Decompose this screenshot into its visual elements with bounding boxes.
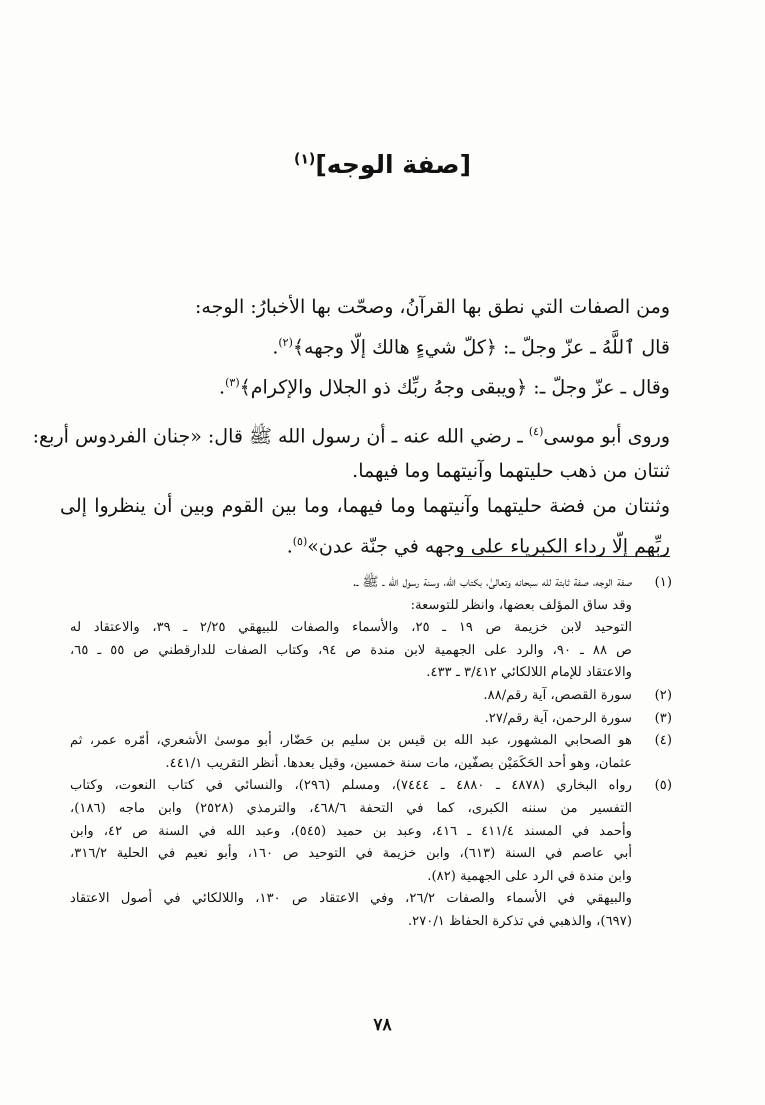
footnote-line: التوحيد لابن خزيمة ص ١٩ ـ ٢٥، والأسماء والصفات للبيهقي ٢/٢٥ ـ ٣٩، والاعتقاد له — [70, 620, 633, 636]
footnote-5 — [70, 775, 672, 933]
footnote-line: أبي عاصم في السنة (٦١٣)، وابن خزيمة في التوحيد ص ١٦٠، وأبو نعيم في الحلية ٣١٦/٢، — [70, 846, 632, 862]
body-line-5: ثنتان من ذهب حليتهما وآنيتهما وما فيهما. — [352, 460, 670, 483]
footnote-line: والبيهقي في الأسماء والصفات ٢٦/٢، وفي الاعتقاد ص ١٣٠، واللالكائي في أصول الاعتقاد — [70, 891, 633, 907]
footnotes — [70, 572, 672, 934]
page-number: ٧٨ — [373, 1015, 392, 1035]
footnote-1 — [70, 572, 672, 685]
body-line-4: وروى أبو موسى$^{(٤)}$ ـ رضي الله عنه ـ أن رسول الله ﷺ قال: «جنان الفردوس أربع: — [32, 425, 670, 448]
main-text — [60, 290, 670, 406]
footnote-line: عثمان، وهو أحد الحَكَمَيْن بصفّين، مات سنة خمسين، وقيل بعدها. أنظر التقريب ٤٤١/١. — [165, 755, 632, 771]
footnote-number: (٤) — [654, 733, 672, 749]
footnote-line: وقد ساق المؤلف بعضها، وانظر للتوسعة: — [410, 597, 632, 613]
footnote-3 — [70, 708, 672, 731]
body-line-2: قال ٱللَّهُ ـ عزّ وجلّ ـ: ﴿كلّ شيءٍ هالك إلّا وجهه﴾$^{(٢)}$. — [272, 336, 670, 359]
footnote-4 — [70, 730, 672, 775]
footnote-line: صفة الوجه، صفة ثابتة لله سبحانه وتعالىٰ، بكتاب الله، وسنة رسول الله ـ ﷺ ـ. — [352, 575, 632, 590]
footnote-number: (١) — [654, 575, 672, 590]
footnote-line: وأحمد في المسند ٤١١/٤ ـ ٤١٦، وعبد بن حميد (٥٤٥)، وعبد الله في السنة ص ٤٢، وابن — [70, 823, 632, 839]
footnote-2 — [70, 685, 672, 708]
footnote-line: وابن مندة في الرد على الجهمية (٨٢). — [427, 868, 632, 884]
footnote-ref-4: (٤) — [528, 425, 544, 438]
footnote-ref-3: (٣) — [225, 376, 240, 390]
footnote-line: هو الصحابي المشهور، عبد الله بن قيس بن سليم بن حَضّار، أبو موسىٰ الأشعري، أمّره عمر، ثم — [70, 733, 632, 749]
footnote-ref-2: (٢) — [278, 336, 293, 349]
chapter-title — [0, 150, 765, 179]
footnote-line: سورة القصص، آية رقم/٨٨. — [483, 687, 632, 703]
footnote-line: رواه البخاري (٤٨٧٨ ـ ٤٨٨٠ ـ ٧٤٤٤)، ومسلم (٢٩٦)، والنسائي في كتاب النعوت، وكتاب — [70, 778, 632, 794]
footnote-number: (٣) — [654, 710, 672, 726]
footnote-line: سورة الرحمن، آية رقم/٢٧. — [484, 710, 632, 726]
body-line-1: ومن الصفات التي نطق بها القرآنُ، وصحّت بها الأخبارُ: الوجه: — [195, 296, 670, 318]
footnote-separator — [458, 556, 670, 557]
chapter-title-footnote-ref: (١) — [293, 151, 316, 168]
footnote-line: والاعتقاد للإمام اللالكائي ٣/٤١٢ ـ ٤٣٣. — [426, 665, 632, 681]
body-line-6: وثنتان من فضة حليتهما وآنيتهما وما فيهما، وما بين القوم وبين أن ينظروا إلى — [60, 495, 670, 518]
body-line-3: وقال ـ عزّ وجلّ ـ: ﴿ويبقى وجهُ ربِّك ذو الجلال والإكرام﴾$^{(٣)}$. — [219, 376, 670, 399]
footnote-line: ص ٨٨ ـ ٩٠، والرد على الجهمية لابن مندة ص ٩٤، وكتاب الصفات للدارقطني ص ٥٥ ـ ٦٥، — [70, 642, 633, 658]
hadith-text — [32, 414, 670, 565]
footnote-number: (٢) — [654, 687, 672, 703]
chapter-title-text: [صفة الوجه] — [315, 150, 472, 179]
footnote-number: (٥) — [654, 778, 672, 794]
footnote-line: (٦٩٧)، والذهبي في تذكرة الحفاظ ٢٧٠/١. — [407, 913, 632, 929]
body-line-7: ربِّهم إلّا رداء الكبرياء على وجهه في جنّة عدن»$^{(٥)}$. — [286, 535, 670, 558]
footnote-ref-5: (٥) — [292, 535, 308, 549]
footnote-line: التفسير من سننه الكبرى، كما في التحفة ٤٦٨/٦، والترمذي (٢٥٢٨) وابن ماجه (١٨٦)، — [70, 800, 632, 816]
